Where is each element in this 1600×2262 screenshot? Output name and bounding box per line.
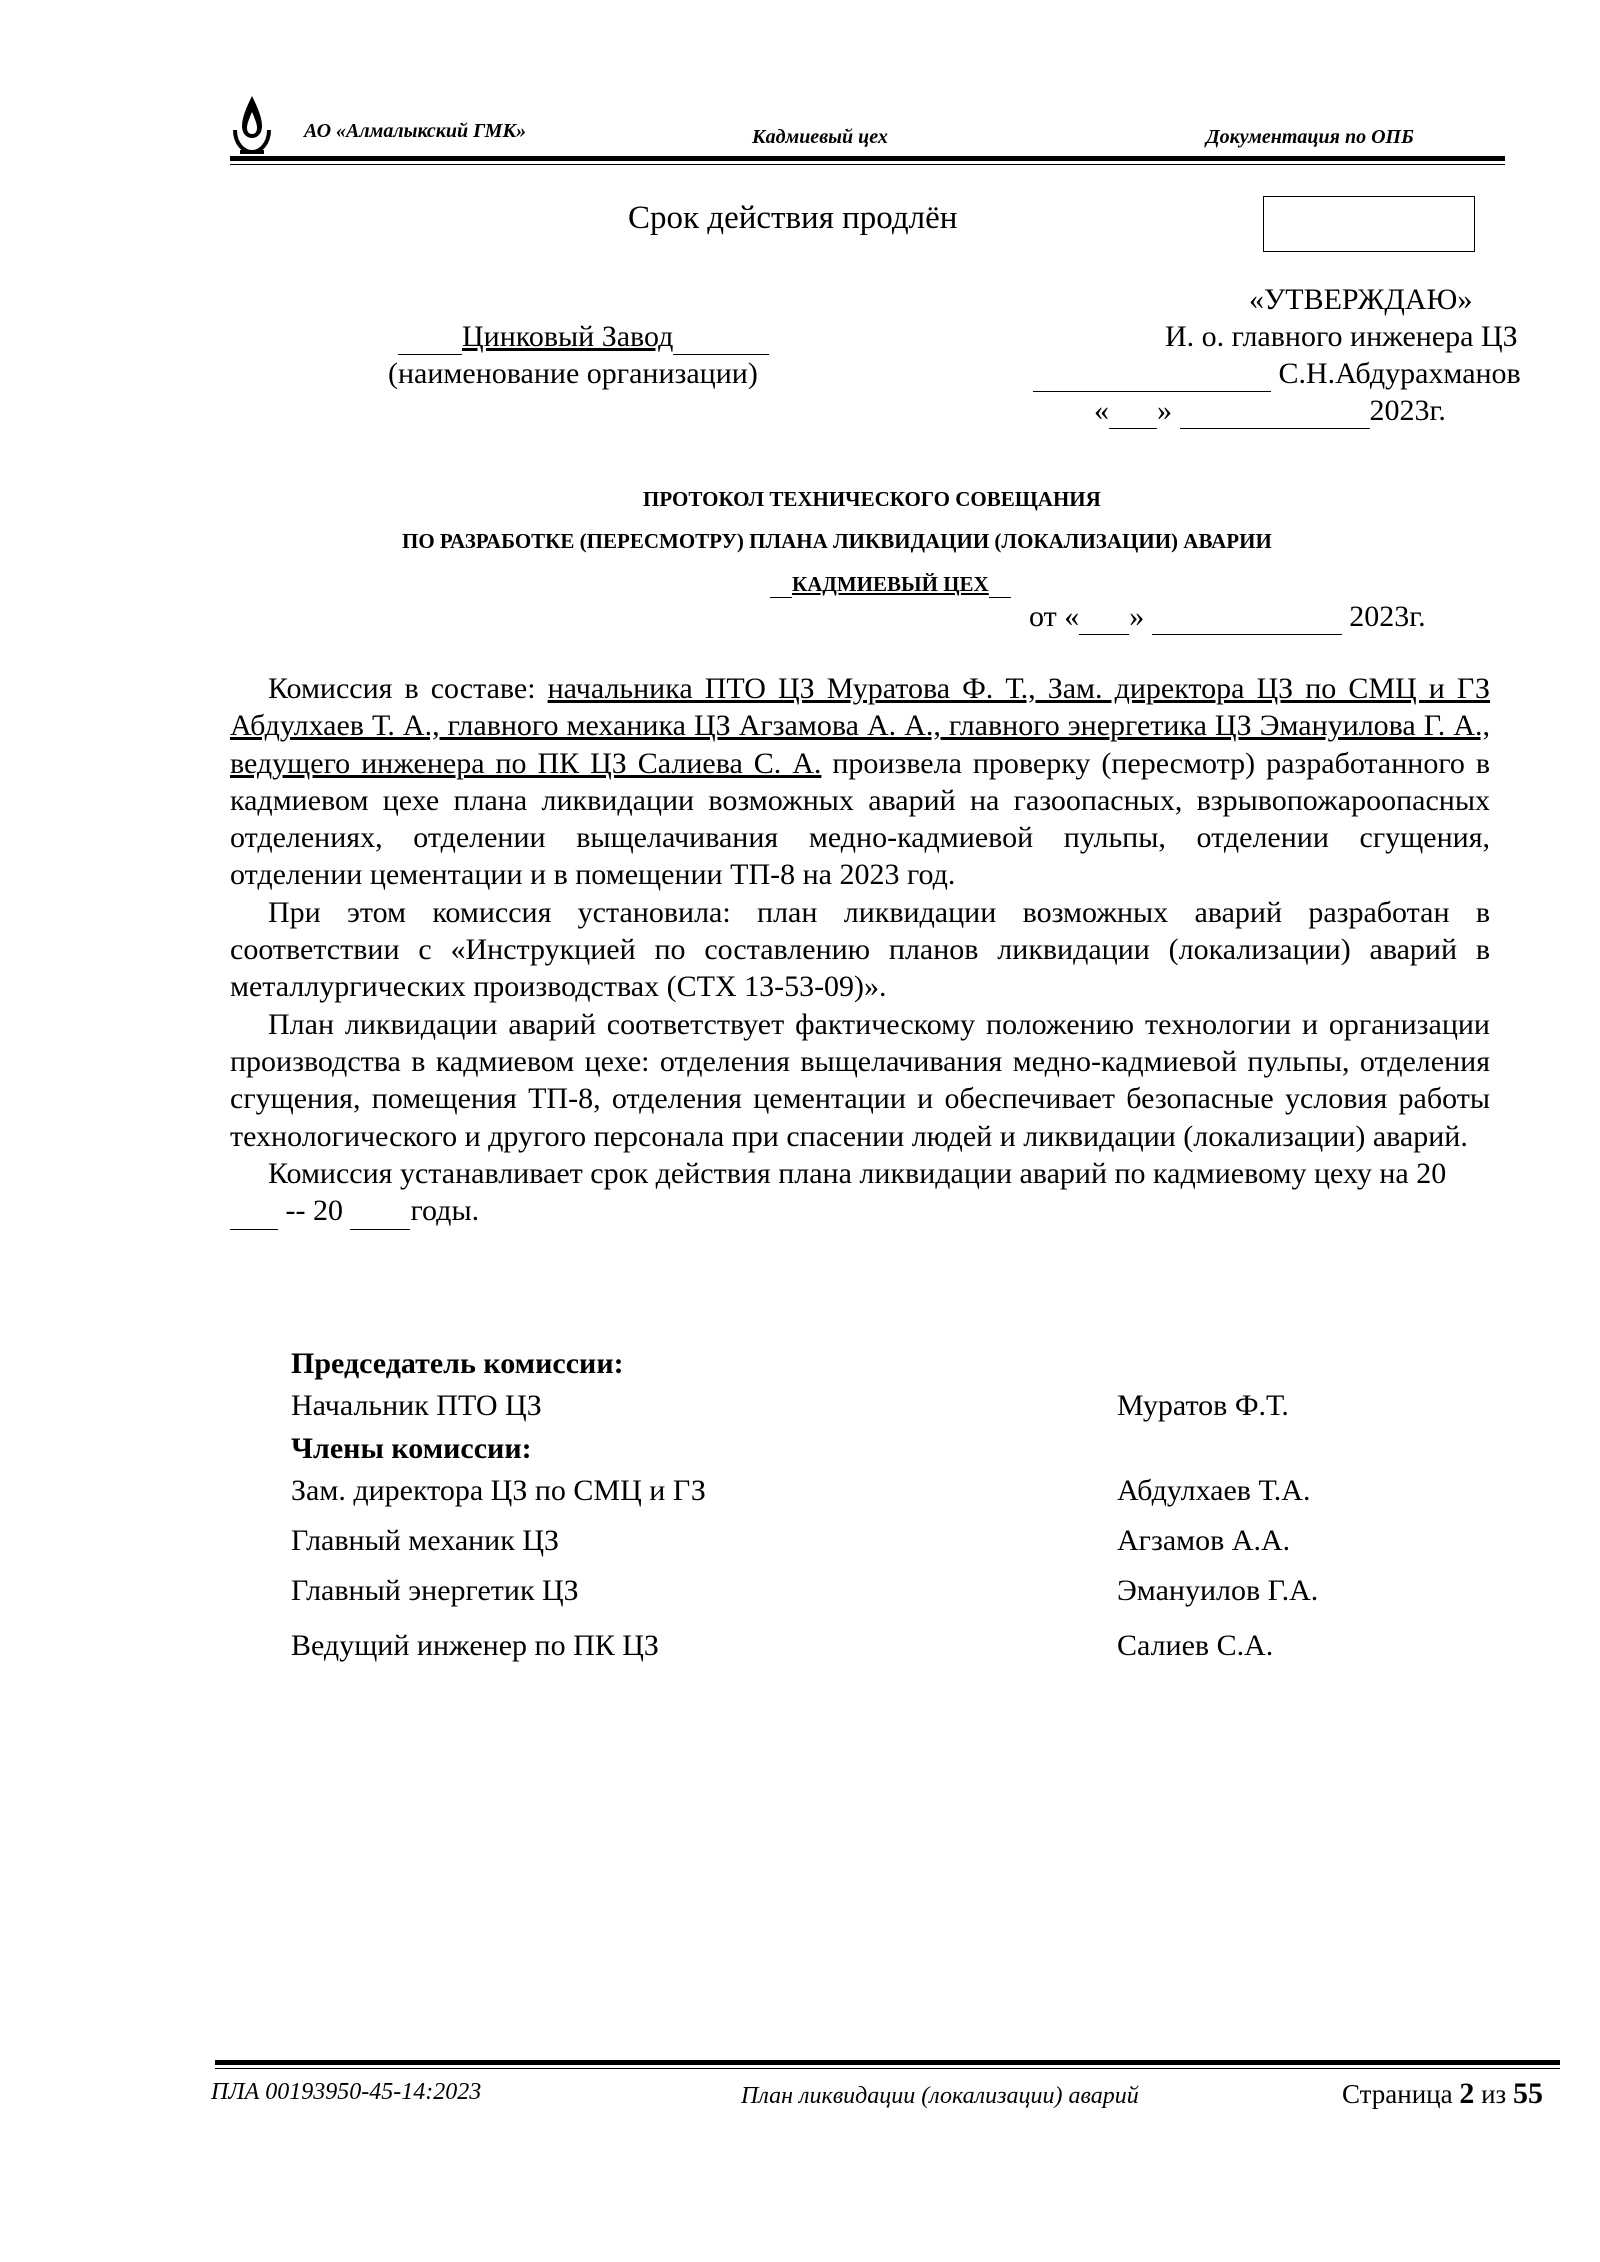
approval-title: «УТВЕРЖДАЮ» — [1249, 283, 1473, 316]
current-page: 2 — [1459, 2077, 1475, 2110]
body-paragraph-3: План ликвидации аварий соответствует фактическому положению технологии и организации производства в кадмиевом цехе: отделения выщелачивания медно-кадмиевой пульпы, отделения сгущения, помещения ТП-8, отделения цементации и обеспечивает безопасные условия работы технологического и другого персонала при спасении людей и ликвидации (локализации) аварий. — [230, 1007, 1490, 1153]
protocol-title-line2: ПО РАЗРАБОТКЕ (ПЕРЕСМОТРУ) ПЛАНА ЛИКВИДАЦИИ (ЛОКАЛИЗАЦИИ) АВАРИИ — [402, 529, 1272, 553]
organization-caption: (наименование организации) — [388, 357, 758, 390]
footer-doc-title: План ликвидации (локализации) аварий — [741, 2083, 1139, 2109]
approval-date-year: 2023г. — [1369, 394, 1446, 427]
body-paragraph-1: Комиссия в составе: начальника ПТО ЦЗ Муратова Ф. Т., Зам. директора ЦЗ по СМЦ и ГЗ Абдулхаев Т. А., главного механика ЦЗ Агзамова А. А., главного энергетика ЦЗ Эмануилова Г. А., ведущего инженера по ПК ЦЗ Салиева С. А. произвела проверку (пересмотр) разработанного в кадмиевом цехе плана ликвидации возможных аварий на газоопасных, взрывопожароопасных отделениях, отделении выщелачивания медно-кадмиевой пульпы, отделении сгущения, отделении цементации и в помещении ТП-8 на 2023 год. — [230, 672, 1491, 892]
protocol-body — [230, 670, 1490, 1230]
chair-role: Начальник ПТО ЦЗ — [291, 1389, 542, 1422]
header-rule — [230, 156, 1505, 161]
extension-stamp-box — [1263, 196, 1475, 252]
member-name: Салиев С.А. — [1117, 1629, 1274, 1662]
approval-position: И. о. главного инженера ЦЗ — [1165, 320, 1518, 353]
header-rule-thin — [230, 164, 1505, 165]
extension-label: Срок действия продлён — [628, 200, 958, 236]
header-doc-type: Документация по ОПБ — [1206, 126, 1414, 148]
member-name: Абдулхаев Т.А. — [1117, 1474, 1311, 1507]
member-name: Эмануилов Г.А. — [1117, 1574, 1319, 1607]
approval-date-line: « » 2023г. — [1094, 394, 1446, 427]
total-pages: 55 — [1512, 2077, 1543, 2110]
footer-page-number: Страница 2 из 55 — [1342, 2077, 1543, 2110]
chair-heading: Председатель комиссии: — [291, 1347, 624, 1380]
header-org: АО «Алмалыкский ГМК» — [304, 120, 527, 142]
members-heading: Члены комиссии: — [291, 1432, 532, 1465]
member-role: Главный механик ЦЗ — [291, 1524, 560, 1557]
member-role: Зам. директора ЦЗ по СМЦ и ГЗ — [291, 1474, 706, 1507]
approval-signature-line — [1033, 357, 1521, 392]
commission-members-list: начальника ПТО ЦЗ Муратова Ф. Т., Зам. директора ЦЗ по СМЦ и ГЗ Абдулхаев Т. А., главного механика ЦЗ Агзамова А. А., главного энергетика ЦЗ Эмануилова Г. А., ведущего инженера по ПК ЦЗ Салиева С. А. — [230, 672, 1490, 780]
protocol-title-line1: ПРОТОКОЛ ТЕХНИЧЕСКОГО СОВЕЩАНИЯ — [643, 487, 1101, 511]
protocol-title-line3: КАДМИЕВЫЙ ЦЕХ — [770, 572, 1011, 598]
member-name: Агзамов А.А. — [1117, 1524, 1291, 1557]
member-role: Ведущий инженер по ПК ЦЗ — [291, 1629, 659, 1662]
body-paragraph-2: При этом комиссия установила: план ликвидации возможных аварий разработан в соответствии с «Инструкцией по составлению планов ликвидации (локализации) аварий в металлургических производствах (СТХ 13-53-09)». — [230, 895, 1490, 1004]
footer-rule — [215, 2060, 1560, 2065]
footer-rule-thin — [215, 2068, 1560, 2069]
footer-doc-code: ПЛА 00193950-45-14:2023 — [211, 2079, 482, 2105]
protocol-date-year: 2023г. — [1349, 600, 1426, 633]
body-paragraph-4: Комиссия устанавливает срок действия плана ликвидации аварий по кадмиевому цеху на 20 -- 20 годы. — [230, 1155, 1490, 1231]
organization-name: Цинковый Завод — [398, 320, 769, 355]
chair-name: Муратов Ф.Т. — [1117, 1389, 1289, 1422]
protocol-date-line: от « » 2023г. — [1029, 600, 1426, 633]
header-department: Кадмиевый цех — [752, 126, 888, 148]
approval-name: С.Н.Абдурахманов — [1278, 357, 1521, 390]
member-role: Главный энергетик ЦЗ — [291, 1574, 579, 1607]
company-logo-icon — [232, 94, 272, 156]
